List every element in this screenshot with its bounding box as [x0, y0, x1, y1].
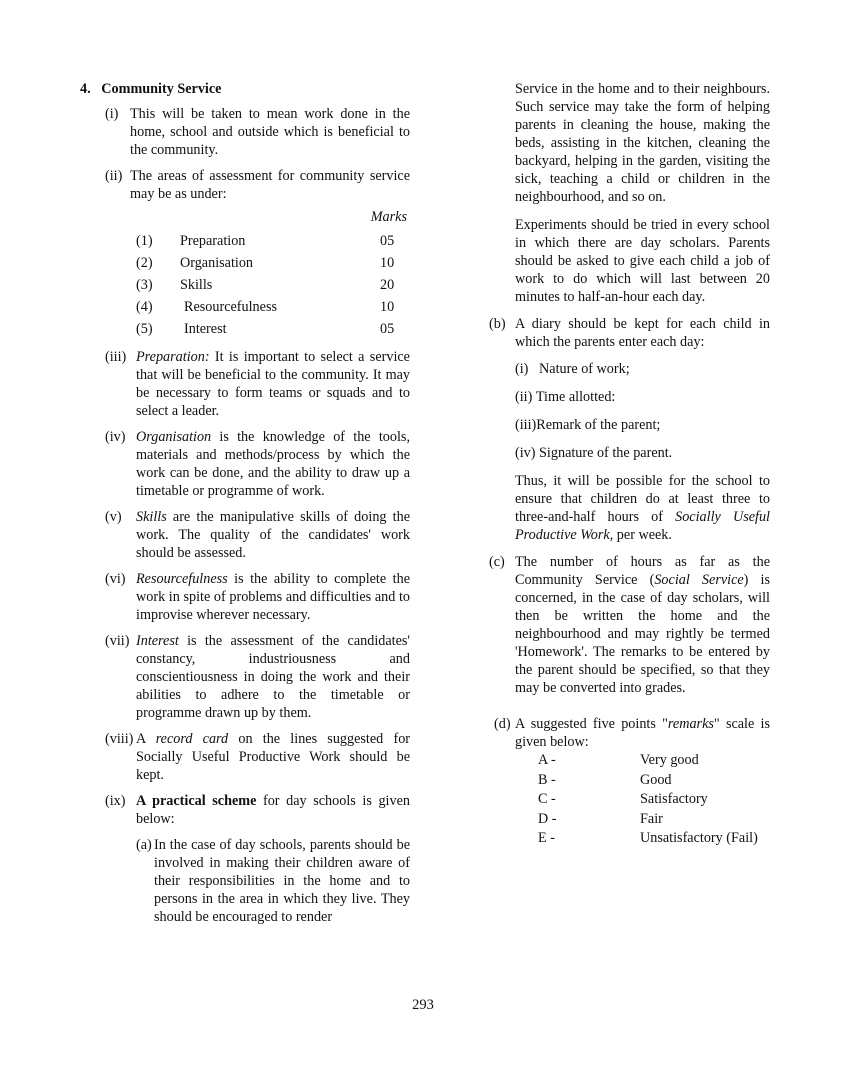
item-number: (ii) [515, 389, 533, 405]
grade-desc: Satisfactory [640, 791, 708, 807]
grade-desc: Fair [640, 810, 663, 827]
diary-item [515, 360, 770, 378]
item-body: is the knowledge of the tools, materials and methods/process by which the work can be done, and the ability to draw up a timetable or programme of work. [136, 429, 410, 499]
grade-letter: D - [538, 810, 557, 827]
item-text [136, 508, 410, 562]
item-body: A suggested five points " [515, 716, 668, 732]
diary-item [515, 444, 770, 462]
list-item [80, 632, 410, 722]
section-number: 4. [80, 81, 91, 97]
item-number: (d) [494, 716, 511, 732]
item-number: (vi) [105, 571, 126, 587]
item-text [136, 730, 410, 784]
marks-value: 05 [380, 321, 395, 337]
item-number: (iv) [105, 429, 126, 445]
item-body: " scale is given below: [515, 716, 770, 750]
item-number: (vii) [105, 633, 130, 649]
item-term: A practical scheme [136, 793, 257, 809]
marks-value: 10 [380, 299, 395, 315]
marks-value: 10 [380, 255, 395, 271]
marks-label: Skills [180, 277, 213, 293]
grade-letter: E - [538, 830, 555, 846]
grade-row [488, 790, 770, 810]
grade-scale [488, 751, 770, 849]
grade-row [488, 751, 770, 771]
section-heading [80, 80, 410, 98]
item-number: (c) [489, 554, 505, 570]
list-item [80, 105, 410, 159]
grade-desc: Very good [640, 752, 699, 768]
grade-desc: Good [640, 771, 672, 788]
item-prefix: A [136, 731, 156, 747]
list-item [80, 570, 410, 624]
paragraph-emphasis: Socially Useful Productive Work [515, 509, 770, 543]
item-term: Organisation [136, 429, 212, 445]
item-text: Time allotted: [535, 389, 616, 405]
item-text [515, 715, 770, 751]
grade-letter: B - [538, 771, 556, 788]
diary-item [515, 388, 770, 406]
marks-row [80, 276, 410, 298]
item-text [515, 553, 770, 697]
paragraph: Service in the home and to their neighbours. Such service may take the form of helping parents in cleaning the house, making the beds, assisting in the kitchen, cleaning the backyard, helping in the garden, visiting the sick, teaching a child or children in the neighbourhood, and so on. [515, 81, 770, 205]
list-item [80, 792, 410, 828]
grade-letter: C - [538, 791, 556, 807]
item-number: (ix) [105, 793, 126, 809]
item-term: Interest [136, 633, 179, 649]
item-text [136, 632, 410, 722]
grade-letter: A - [538, 752, 556, 768]
item-number: (i) [515, 361, 529, 377]
grade-row [488, 810, 770, 830]
right-column [488, 80, 770, 849]
item-term: Resourcefulness [136, 571, 228, 587]
item-term: remarks [667, 716, 714, 732]
item-text: A diary should be kept for each child in which the parents enter each day: [515, 316, 770, 350]
item-term: Preparation: [136, 349, 210, 365]
marks-row [80, 254, 410, 276]
marks-row [80, 320, 410, 342]
item-number: (a) [136, 837, 152, 853]
item-term: record card [155, 731, 229, 747]
list-item [80, 730, 410, 784]
marks-value: 20 [380, 277, 395, 293]
item-text [136, 348, 410, 420]
marks-value: 05 [380, 233, 395, 249]
diary-item [515, 416, 770, 434]
marks-label: Interest [184, 321, 227, 337]
marks-num: (3) [136, 277, 153, 293]
item-number: (v) [105, 509, 122, 525]
list-item [80, 428, 410, 500]
paragraph-text: , per week. [609, 527, 672, 543]
item-text: Nature of work; [539, 361, 630, 377]
marks-num: (5) [136, 321, 153, 337]
item-text: Remark of the parent; [536, 417, 661, 433]
marks-label: Preparation [180, 233, 246, 249]
item-body: on the lines suggested for Socially Useful Productive Work should be kept. [136, 731, 411, 783]
list-item [488, 715, 770, 751]
item-term: Social Service [654, 572, 744, 588]
item-text: Signature of the parent. [539, 445, 673, 461]
marks-label: Organisation [180, 255, 254, 271]
list-item [80, 167, 410, 203]
marks-num: (2) [136, 255, 153, 271]
item-number: (i) [105, 106, 119, 122]
item-number: (b) [489, 316, 506, 332]
grade-row [488, 829, 770, 849]
item-term: Skills [136, 509, 167, 525]
list-item [80, 348, 410, 420]
grade-row [488, 771, 770, 791]
item-text: This will be taken to mean work done in the home, school and outside which is beneficial to the community. [130, 106, 410, 158]
marks-table [80, 232, 410, 342]
marks-label: Resourcefulness [184, 299, 277, 315]
item-number: (ii) [105, 168, 123, 184]
item-body: are the manipulative skills of doing the work. The quality of the candidates' work should be assessed. [136, 509, 410, 561]
item-number: (iv) [515, 445, 536, 461]
item-text [136, 428, 410, 500]
list-item [488, 315, 770, 351]
marks-row [80, 232, 410, 254]
marks-num: (1) [136, 233, 153, 249]
item-body: It is important to select a service that will be beneficial to the community. It may be necessary to form teams or squads and to select a leader. [136, 349, 410, 419]
item-body: is the ability to complete the work in spite of problems and difficulties and to improvise wherever necessary. [136, 571, 410, 623]
item-text: The areas of assessment for community service may be as under: [130, 168, 410, 202]
paragraph-text: Thus, it will be possible for the school to ensure that children do at least three to three-and-half hours of [515, 473, 770, 525]
left-column [80, 80, 410, 926]
item-text [136, 570, 410, 624]
marks-header: Marks [370, 209, 407, 225]
item-body: ) is concerned, in the case of day scholars, will then be written the home and the neighbourhood and may rightly be termed 'Homework'. The remarks to be entered by the parent should be specified, so that they may be converted into grades. [515, 572, 770, 696]
sub-item [80, 836, 410, 926]
item-number: (iii) [105, 349, 127, 365]
item-text [136, 792, 410, 828]
paragraph [488, 472, 770, 544]
item-number: (viii) [105, 731, 134, 747]
section-title: Community Service [101, 81, 222, 97]
diary-list [488, 360, 770, 462]
page-number: 293 [412, 997, 434, 1013]
item-body: for day schools is given below: [136, 793, 410, 827]
item-body: is the assessment of the candidates' constancy, industriousness and conscientiousness in doing the work and their abilities to adhere to the timetable or programme drawn up by them. [136, 633, 410, 721]
list-item [488, 553, 770, 697]
item-text: In the case of day schools, parents should be involved in making their children aware of their responsibilities in the home and to persons in the area in which they live. They should be encouraged to render [154, 837, 410, 925]
item-number: (iii) [515, 417, 537, 433]
paragraph: Experiments should be tried in every school in which there are day scholars. Parents should be asked to give each child a job of work to do which will last between 20 minutes to half-an-hour each day. [515, 217, 770, 305]
marks-row [80, 298, 410, 320]
marks-num: (4) [136, 299, 153, 315]
grade-desc: Unsatisfactory (Fail) [640, 830, 758, 846]
item-body: The number of hours as far as the Community Service ( [515, 554, 770, 588]
list-item [80, 508, 410, 562]
